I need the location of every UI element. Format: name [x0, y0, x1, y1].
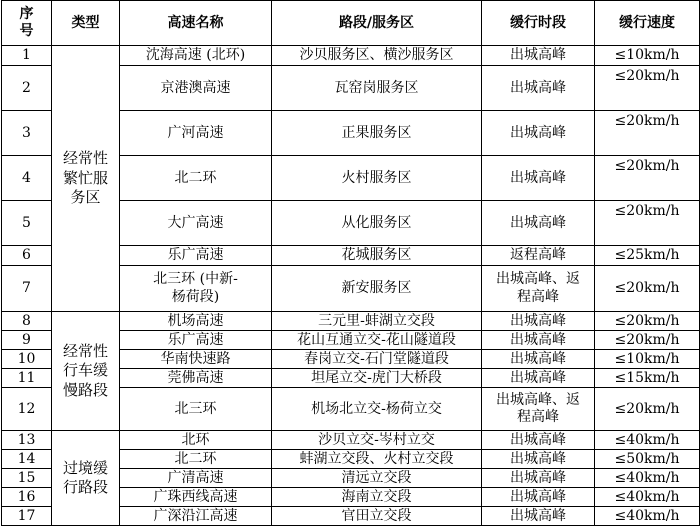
row-number: 16	[2, 488, 52, 507]
slow-speed: ≤50km/h	[595, 450, 700, 469]
section-name: 新安服务区	[272, 266, 482, 312]
slow-period: 出城高峰	[482, 350, 595, 369]
section-name: 正果服务区	[272, 111, 482, 156]
slow-period: 出城高峰	[482, 488, 595, 507]
slow-period: 返程高峰	[482, 246, 595, 266]
header-type: 类型	[52, 1, 120, 46]
header-speed: 缓行速度	[595, 1, 700, 46]
group-transit-slow-sections	[52, 431, 120, 526]
slow-speed: ≤40km/h	[595, 507, 700, 526]
slow-speed: ≤20km/h	[595, 312, 700, 331]
header-index-text: 序 号	[19, 5, 34, 39]
group-slow-road-sections	[52, 312, 120, 431]
slow-period: 出城高峰	[482, 469, 595, 488]
slow-speed: ≤20km/h	[595, 156, 700, 201]
slow-speed: ≤40km/h	[595, 431, 700, 450]
row-number: 9	[2, 331, 52, 350]
slow-period: 出城高峰	[482, 507, 595, 526]
section-name: 花城服务区	[272, 246, 482, 266]
congestion-table	[1, 0, 700, 526]
highway-name: 北二环	[120, 156, 272, 201]
slow-speed: ≤20km/h	[595, 331, 700, 350]
highway-name: 京港澳高速	[120, 66, 272, 111]
slow-period: 出城高峰	[482, 431, 595, 450]
header-index	[2, 1, 52, 46]
slow-period: 出城高峰	[482, 46, 595, 66]
row-number: 10	[2, 350, 52, 369]
slow-period: 出城高峰	[482, 201, 595, 246]
slow-period: 出城高峰	[482, 450, 595, 469]
group-frequent-service-areas	[52, 46, 120, 312]
section-name: 沙贝服务区、横沙服务区	[272, 46, 482, 66]
highway-name: 北三环	[120, 388, 272, 431]
header-section: 路段/服务区	[272, 1, 482, 46]
row-number: 7	[2, 266, 52, 312]
highway-name-text: 北三环 (中新- 杨荷段)	[153, 271, 238, 305]
table-row	[2, 431, 700, 450]
highway-name: 沈海高速 (北环)	[120, 46, 272, 66]
section-name: 从化服务区	[272, 201, 482, 246]
row-number: 5	[2, 201, 52, 246]
slow-speed: ≤15km/h	[595, 369, 700, 388]
section-name: 机场北立交-杨荷立交	[272, 388, 482, 431]
header-row	[2, 1, 700, 46]
row-number: 15	[2, 469, 52, 488]
slow-period: 出城高峰	[482, 312, 595, 331]
slow-speed: ≤10km/h	[595, 46, 700, 66]
section-name: 春岗立交-石门堂隧道段	[272, 350, 482, 369]
section-name: 清远立交段	[272, 469, 482, 488]
slow-speed: ≤10km/h	[595, 350, 700, 369]
section-name: 沙贝立交-岑村立交	[272, 431, 482, 450]
slow-period: 出城高峰	[482, 111, 595, 156]
highway-name: 广深沿江高速	[120, 507, 272, 526]
slow-speed: ≤20km/h	[595, 388, 700, 431]
row-number: 8	[2, 312, 52, 331]
slow-speed: ≤20km/h	[595, 266, 700, 312]
slow-speed: ≤20km/h	[595, 111, 700, 156]
slow-period-text: 出城高峰、返 程高峰	[496, 391, 580, 425]
row-number: 12	[2, 388, 52, 431]
highway-name: 机场高速	[120, 312, 272, 331]
row-number: 4	[2, 156, 52, 201]
section-name: 坦尾立交-虎门大桥段	[272, 369, 482, 388]
row-number: 1	[2, 46, 52, 66]
row-number: 6	[2, 246, 52, 266]
row-number: 14	[2, 450, 52, 469]
highway-name: 乐广高速	[120, 246, 272, 266]
section-name: 蚌湖立交段、火村立交段	[272, 450, 482, 469]
highway-name: 广河高速	[120, 111, 272, 156]
section-name: 瓦窑岗服务区	[272, 66, 482, 111]
slow-speed: ≤20km/h	[595, 66, 700, 111]
slow-period	[482, 266, 595, 312]
row-number: 11	[2, 369, 52, 388]
section-name: 三元里-蚌湖立交段	[272, 312, 482, 331]
highway-name: 北环	[120, 431, 272, 450]
slow-period-text: 出城高峰、返 程高峰	[496, 271, 580, 305]
group-label: 经常性 繁忙服 务区	[62, 149, 108, 207]
row-number: 2	[2, 66, 52, 111]
header-highway: 高速名称	[120, 1, 272, 46]
group-label: 经常性 行车缓 慢路段	[62, 341, 108, 399]
slow-speed: ≤25km/h	[595, 246, 700, 266]
row-number: 3	[2, 111, 52, 156]
row-number: 13	[2, 431, 52, 450]
highway-name: 广清高速	[120, 469, 272, 488]
highway-name	[120, 266, 272, 312]
slow-period: 出城高峰	[482, 156, 595, 201]
highway-name: 北二环	[120, 450, 272, 469]
group-label: 过境缓 行路段	[62, 458, 108, 496]
slow-speed: ≤40km/h	[595, 488, 700, 507]
section-name: 花山互通立交-花山隧道段	[272, 331, 482, 350]
highway-name: 莞佛高速	[120, 369, 272, 388]
highway-name: 广珠西线高速	[120, 488, 272, 507]
table-row	[2, 312, 700, 331]
highway-name: 大广高速	[120, 201, 272, 246]
highway-name: 乐广高速	[120, 331, 272, 350]
header-period: 缓行时段	[482, 1, 595, 46]
slow-speed: ≤20km/h	[595, 201, 700, 246]
section-name: 火村服务区	[272, 156, 482, 201]
section-name: 官田立交段	[272, 507, 482, 526]
slow-speed: ≤40km/h	[595, 469, 700, 488]
slow-period: 出城高峰	[482, 331, 595, 350]
slow-period: 出城高峰	[482, 66, 595, 111]
highway-name: 华南快速路	[120, 350, 272, 369]
table-row	[2, 46, 700, 66]
row-number: 17	[2, 507, 52, 526]
section-name: 海南立交段	[272, 488, 482, 507]
slow-period: 出城高峰	[482, 369, 595, 388]
slow-period	[482, 388, 595, 431]
